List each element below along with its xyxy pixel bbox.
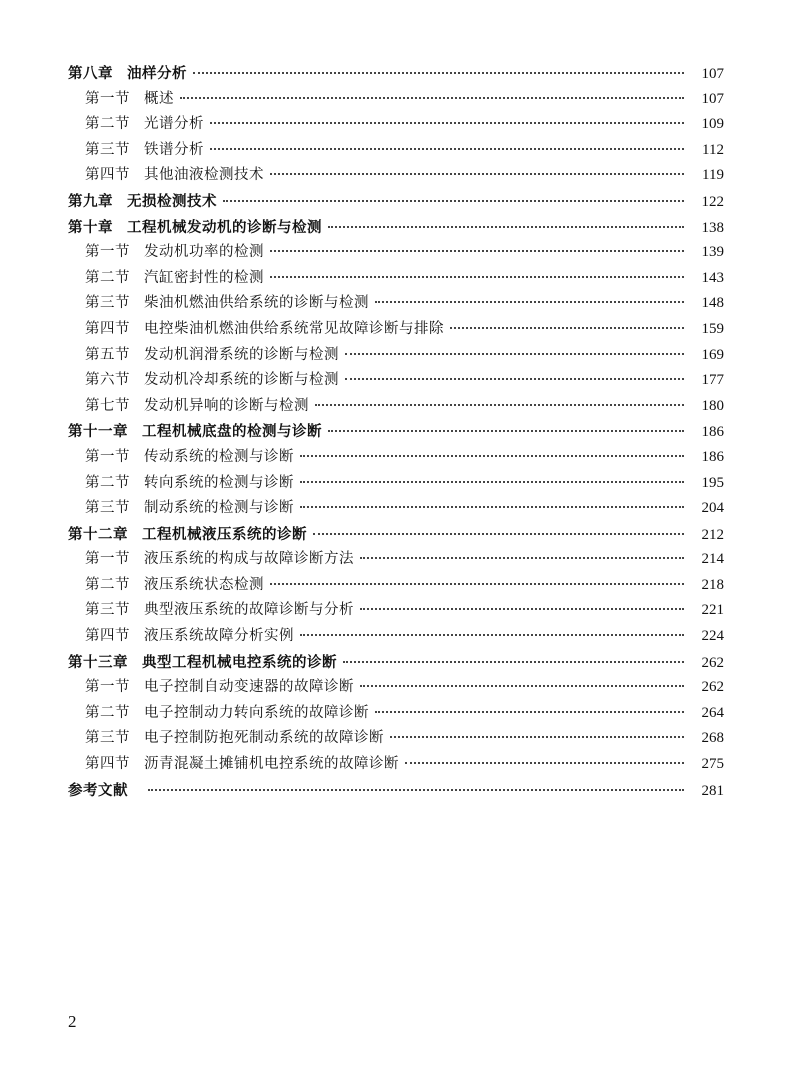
- section-title: 发动机功率的检测: [144, 244, 264, 261]
- toc-section-row[interactable]: [68, 701, 724, 727]
- page-ref: 139: [701, 244, 724, 261]
- chapter-label: 第十一章: [68, 423, 128, 441]
- section-title: 发动机异响的诊断与检测: [144, 397, 309, 414]
- page-ref: 107: [701, 66, 724, 82]
- dot-leader: [345, 377, 684, 380]
- dot-leader: [300, 505, 684, 508]
- section-title: 铁谱分析: [144, 141, 204, 158]
- chapter-title: 典型工程机械电控系统的诊断: [142, 653, 337, 671]
- page-number: 2: [68, 1012, 77, 1031]
- dot-leader: [313, 532, 684, 535]
- toc-section-row[interactable]: [68, 752, 724, 778]
- section-label: 第一节: [85, 551, 130, 568]
- section-label: 第七节: [85, 397, 130, 414]
- section-title: 汽缸密封性的检测: [144, 269, 264, 286]
- toc-section-row[interactable]: [68, 240, 724, 266]
- section-label: 第六节: [85, 372, 130, 389]
- toc-section-row[interactable]: [68, 624, 724, 650]
- toc-section-row[interactable]: [68, 368, 724, 394]
- page-ref: 212: [701, 526, 724, 543]
- section-label: 第二节: [85, 474, 130, 491]
- toc-section-row[interactable]: [68, 496, 724, 522]
- toc-section-row[interactable]: [68, 291, 724, 317]
- dot-leader: [360, 556, 684, 559]
- section-label: 第一节: [85, 90, 130, 107]
- toc-section-row[interactable]: [68, 547, 724, 573]
- page-ref: 224: [701, 628, 724, 645]
- section-label: 第一节: [85, 244, 130, 261]
- toc-chapter-row[interactable]: [68, 650, 724, 676]
- section-label: 第三节: [85, 602, 130, 619]
- dot-leader: [270, 275, 684, 278]
- section-label: 第四节: [85, 167, 130, 184]
- dot-leader: [270, 249, 684, 252]
- section-title: 液压系统故障分析实例: [144, 628, 294, 645]
- page-ref: 112: [702, 141, 724, 158]
- section-title: 发动机润滑系统的诊断与检测: [144, 346, 339, 363]
- dot-leader: [343, 660, 684, 663]
- section-title: 电子控制防抱死制动系统的故障诊断: [144, 730, 384, 747]
- page-ref: 262: [701, 654, 724, 671]
- page-ref: 122: [701, 193, 724, 210]
- page-ref: 204: [701, 500, 724, 517]
- page-ref: 177: [701, 372, 724, 389]
- toc-section-row[interactable]: [68, 266, 724, 292]
- page-ref: 268: [701, 730, 724, 747]
- page-ref: 186: [701, 424, 724, 441]
- section-title: 沥青混凝土摊铺机电控系统的故障诊断: [144, 756, 399, 773]
- toc-section-row[interactable]: [68, 87, 724, 113]
- dot-leader: [180, 96, 684, 99]
- dot-leader: [148, 788, 684, 791]
- dot-leader: [328, 429, 684, 432]
- section-title: 液压系统状态检测: [144, 576, 264, 593]
- dot-leader: [210, 121, 684, 124]
- section-label: 第三节: [85, 730, 130, 747]
- section-label: 第一节: [85, 679, 130, 696]
- page-ref: 275: [701, 756, 724, 773]
- section-title: 制动系统的检测与诊断: [144, 500, 294, 517]
- chapter-label: 第十章: [68, 218, 113, 236]
- page-ref: 107: [701, 90, 724, 107]
- section-title: 传动系统的检测与诊断: [144, 448, 294, 465]
- toc-chapter-row[interactable]: [68, 419, 724, 445]
- chapter-title: 工程机械液压系统的诊断: [142, 525, 307, 543]
- dot-leader: [450, 326, 684, 329]
- section-title: 电子控制自动变速器的故障诊断: [144, 679, 354, 696]
- section-title: 其他油液检测技术: [144, 167, 264, 184]
- chapter-title: 工程机械发动机的诊断与检测: [127, 218, 322, 236]
- toc-section-row[interactable]: [68, 471, 724, 497]
- section-title: 电子控制动力转向系统的故障诊断: [144, 704, 369, 721]
- toc-section-row[interactable]: [68, 726, 724, 752]
- section-title: 转向系统的检测与诊断: [144, 474, 294, 491]
- toc-section-row[interactable]: [68, 112, 724, 138]
- toc-chapter-row[interactable]: [68, 215, 724, 241]
- dot-leader: [300, 454, 684, 457]
- toc-section-row[interactable]: [68, 573, 724, 599]
- toc-section-row[interactable]: [68, 598, 724, 624]
- chapter-title: 无损检测技术: [127, 192, 217, 210]
- toc-chapter-row[interactable]: [68, 189, 724, 215]
- dot-leader: [315, 403, 684, 406]
- section-title: 液压系统的构成与故障诊断方法: [144, 551, 354, 568]
- dot-leader: [390, 735, 684, 738]
- dot-leader: [345, 352, 684, 355]
- toc-section-row[interactable]: [68, 138, 724, 164]
- section-label: 第二节: [85, 704, 130, 721]
- section-label: 第五节: [85, 346, 130, 363]
- references-label: 参考文献: [68, 781, 128, 799]
- dot-leader: [210, 147, 684, 150]
- toc-section-row[interactable]: [68, 317, 724, 343]
- page-ref: 214: [701, 551, 724, 568]
- section-label: 第二节: [85, 576, 130, 593]
- section-label: 第三节: [85, 295, 130, 312]
- toc-section-row[interactable]: [68, 394, 724, 420]
- section-label: 第三节: [85, 141, 130, 158]
- page-ref: 180: [701, 397, 724, 414]
- page-ref: 148: [701, 295, 724, 312]
- page-ref: 186: [701, 448, 724, 465]
- dot-leader: [270, 582, 684, 585]
- section-title: 概述: [144, 90, 174, 107]
- chapter-label: 第十三章: [68, 653, 128, 671]
- section-title: 典型液压系统的故障诊断与分析: [144, 602, 354, 619]
- section-title: 电控柴油机燃油供给系统常见故障诊断与排除: [144, 320, 444, 337]
- page-ref: 218: [701, 576, 724, 593]
- page-ref: 143: [701, 269, 724, 286]
- page-ref: 195: [701, 474, 724, 491]
- section-label: 第四节: [85, 756, 130, 773]
- dot-leader: [193, 71, 684, 74]
- page-ref: 169: [701, 346, 724, 363]
- dot-leader: [405, 761, 684, 764]
- page-ref: 262: [701, 679, 724, 696]
- toc-chapter-row[interactable]: [68, 522, 724, 548]
- table-of-contents: [68, 61, 724, 803]
- dot-leader: [300, 480, 684, 483]
- section-label: 第二节: [85, 269, 130, 286]
- dot-leader: [375, 710, 684, 713]
- page-ref: 138: [701, 219, 724, 236]
- chapter-title: 油样分析: [127, 65, 187, 82]
- chapter-label: 第十二章: [68, 525, 128, 543]
- page-ref: 264: [701, 704, 724, 721]
- dot-leader: [223, 199, 684, 202]
- toc-section-row[interactable]: [68, 445, 724, 471]
- section-title: 柴油机燃油供给系统的诊断与检测: [144, 295, 369, 312]
- toc-section-row[interactable]: [68, 163, 724, 189]
- chapter-title: 工程机械底盘的检测与诊断: [142, 423, 322, 441]
- chapter-label: 第九章: [68, 192, 113, 210]
- section-label: 第二节: [85, 116, 130, 133]
- dot-leader: [360, 607, 684, 610]
- dot-leader: [300, 633, 684, 636]
- toc-section-row[interactable]: [68, 675, 724, 701]
- dot-leader: [375, 300, 684, 303]
- toc-references-row[interactable]: [68, 778, 724, 804]
- page-ref: 109: [701, 116, 724, 133]
- section-label: 第三节: [85, 500, 130, 517]
- dot-leader: [360, 684, 684, 687]
- section-title: 光谱分析: [144, 116, 204, 133]
- section-label: 第一节: [85, 448, 130, 465]
- page-ref: 281: [701, 782, 724, 799]
- toc-chapter-row[interactable]: [68, 61, 724, 87]
- page-ref: 119: [702, 167, 724, 184]
- chapter-label: 第八章: [68, 65, 113, 82]
- section-label: 第四节: [85, 320, 130, 337]
- toc-section-row[interactable]: [68, 343, 724, 369]
- section-label: 第四节: [85, 628, 130, 645]
- dot-leader: [270, 172, 684, 175]
- page-ref: 221: [701, 602, 724, 619]
- page-ref: 159: [701, 320, 724, 337]
- dot-leader: [328, 225, 684, 228]
- section-title: 发动机冷却系统的诊断与检测: [144, 372, 339, 389]
